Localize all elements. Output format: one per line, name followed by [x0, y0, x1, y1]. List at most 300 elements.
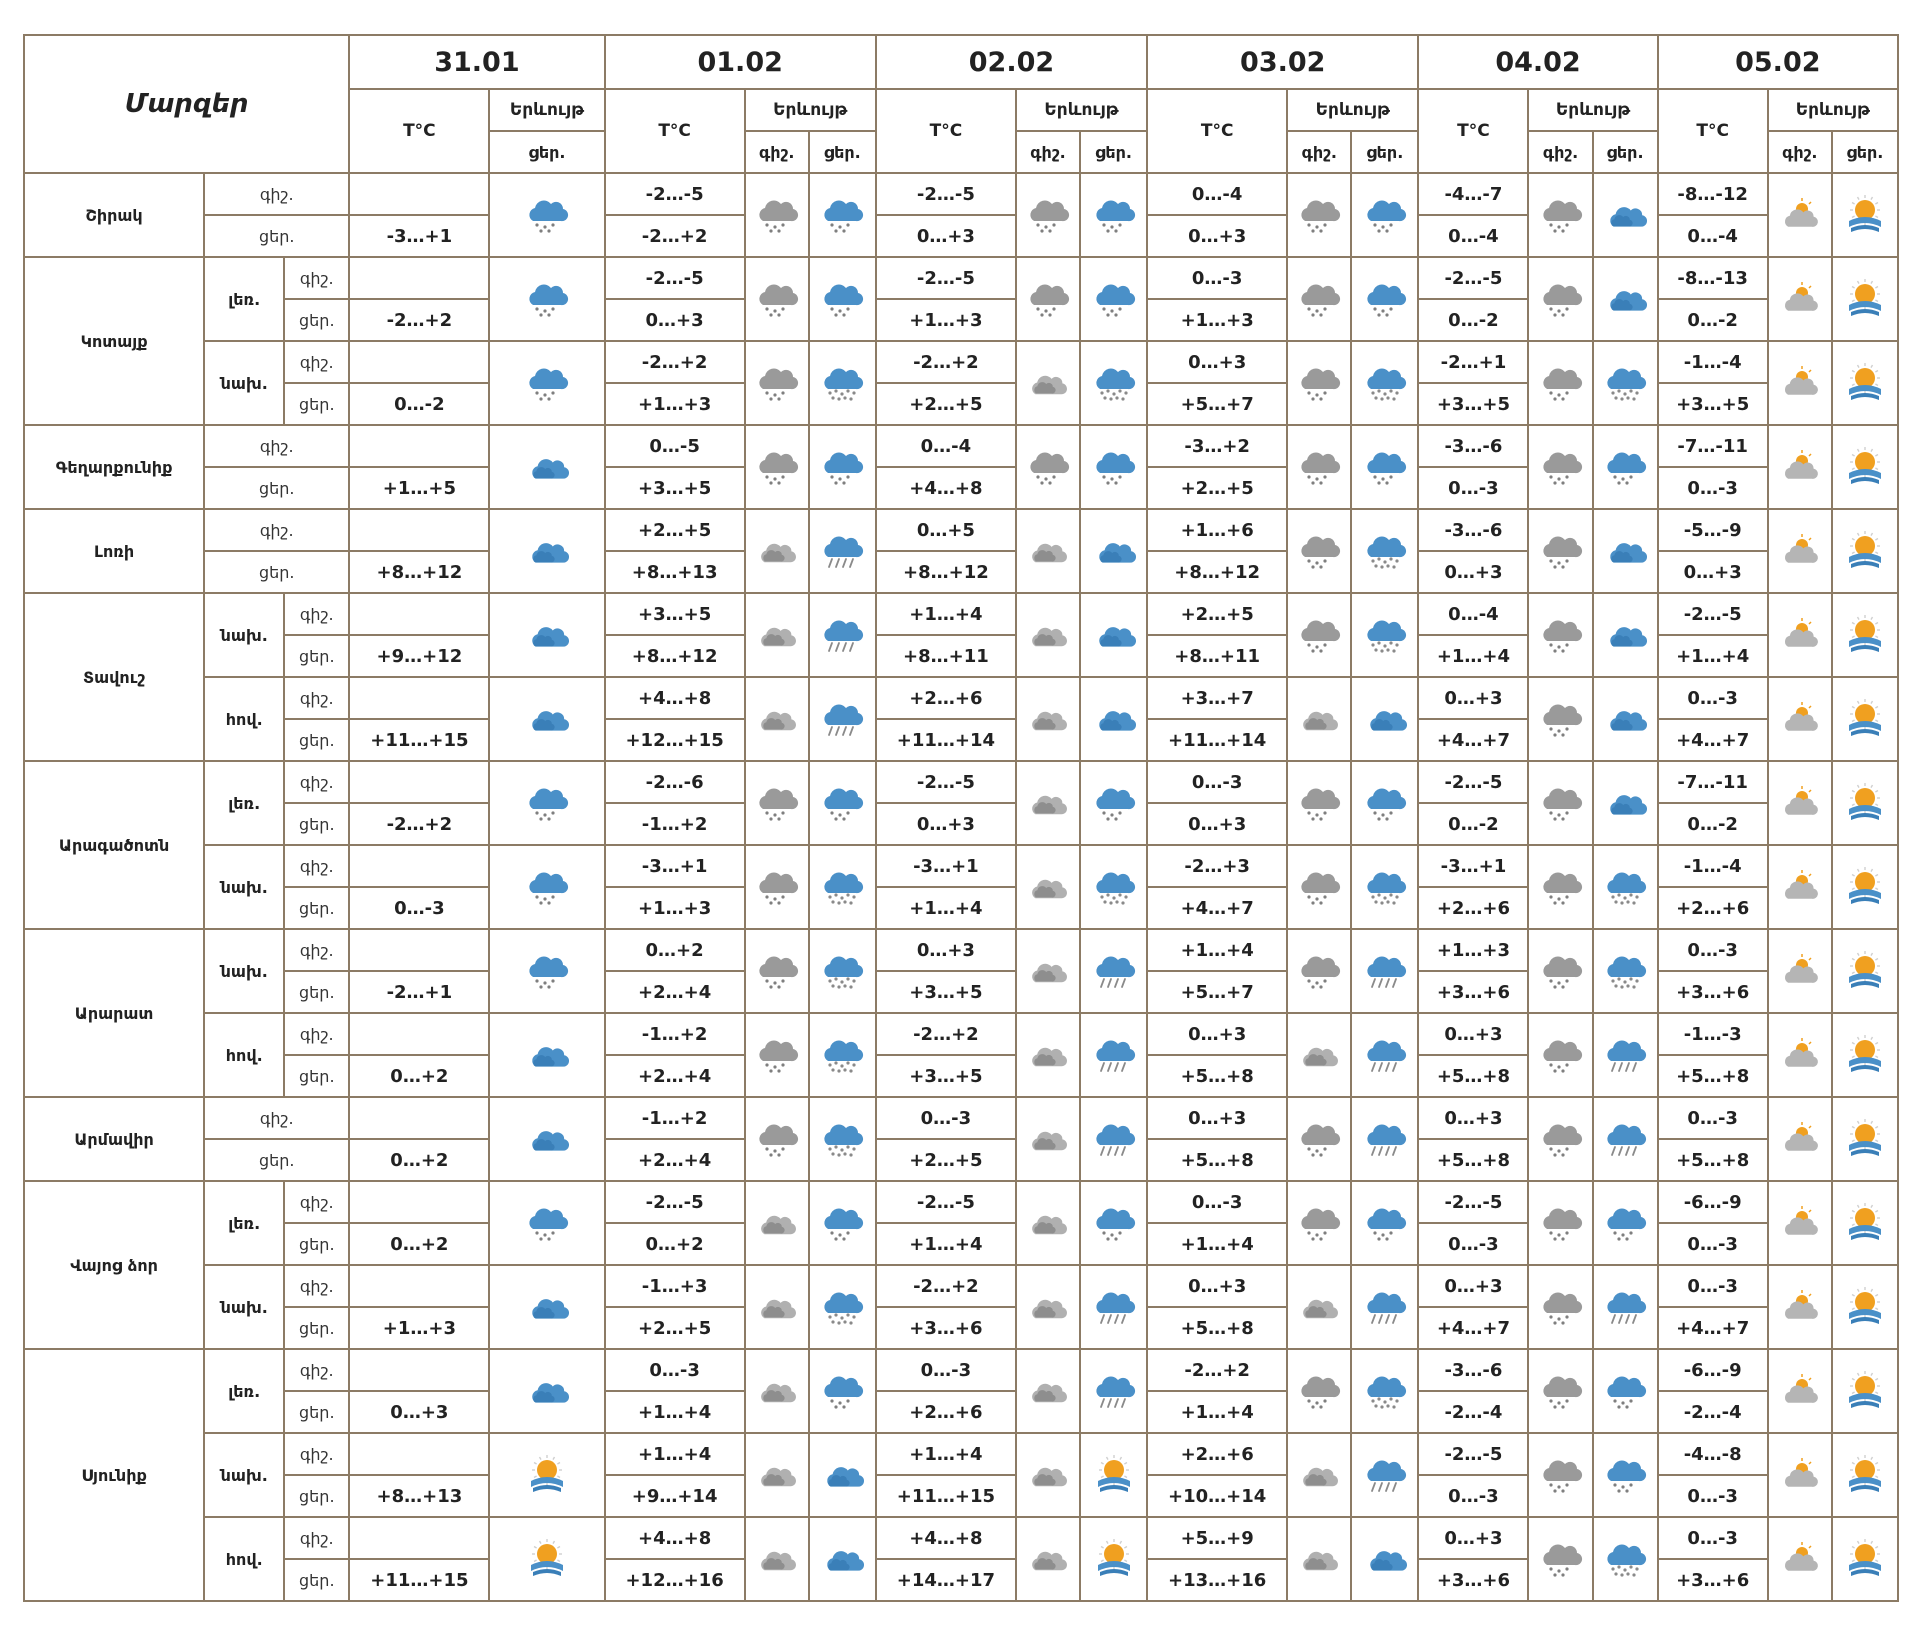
temperature-cell: +8…+12	[1147, 551, 1287, 593]
blue-cloud-rain-icon	[1351, 929, 1418, 1013]
temperature-cell: +12…+16	[605, 1559, 745, 1601]
table-row	[24, 929, 1898, 971]
grey-cloud-light-snow-icon	[1528, 1181, 1592, 1265]
grey-cloud-light-snow-icon	[1528, 677, 1592, 761]
blue-cloud-icon	[1080, 509, 1147, 593]
date-header-3: 02.02	[876, 35, 1147, 89]
sun-behind-cloud-icon	[1080, 1433, 1147, 1517]
temperature-cell: +2…+4	[605, 1139, 745, 1181]
temperature-cell: -3…-6	[1418, 425, 1528, 467]
temperature-cell: -2…-4	[1658, 1391, 1768, 1433]
temperature-cell	[349, 593, 489, 635]
temperature-cell: +14…+17	[876, 1559, 1016, 1601]
temperature-cell: -2…-5	[876, 257, 1016, 299]
blue-cloud-heavy-snow-icon	[1593, 341, 1658, 425]
grey-cloud-light-snow-icon	[1287, 761, 1351, 845]
temperature-cell: +3…+6	[1658, 971, 1768, 1013]
forecast-body	[24, 173, 1898, 1601]
temperature-cell: 0…+3	[1147, 215, 1287, 257]
temperature-cell: +1…+4	[876, 593, 1016, 635]
temperature-cell: 0…-3	[1658, 467, 1768, 509]
grey-cloud-light-snow-icon	[1528, 1013, 1592, 1097]
grey-cloud-icon	[1016, 761, 1080, 845]
temperature-cell: 0…-3	[1147, 257, 1287, 299]
temperature-cell: -3…+2	[1147, 425, 1287, 467]
temperature-cell: +2…+5	[876, 383, 1016, 425]
date-header-1: 31.01	[349, 35, 604, 89]
day-header: ցեր.	[1351, 131, 1418, 173]
temperature-cell: +2…+4	[605, 1055, 745, 1097]
time-of-day: ցեր.	[284, 1055, 349, 1097]
temperature-cell: +1…+3	[349, 1307, 489, 1349]
temperature-cell: +5…+8	[1658, 1139, 1768, 1181]
blue-cloud-light-snow-icon	[489, 761, 604, 845]
table-row	[24, 257, 1898, 299]
blue-cloud-rain-icon	[1080, 1349, 1147, 1433]
grey-cloud-icon	[745, 593, 809, 677]
sun-behind-cloud-icon	[489, 1433, 604, 1517]
blue-cloud-light-snow-icon	[1351, 173, 1418, 257]
blue-cloud-rain-icon	[1351, 1265, 1418, 1349]
blue-cloud-light-snow-icon	[1593, 1433, 1658, 1517]
day-header: ցեր.	[809, 131, 876, 173]
grey-cloud-light-snow-icon	[1287, 341, 1351, 425]
temperature-cell: -1…-3	[1658, 1013, 1768, 1055]
blue-cloud-icon	[489, 509, 604, 593]
temperature-cell: +8…+12	[605, 635, 745, 677]
table-row	[24, 173, 1898, 215]
zone-name: լեռ.	[204, 761, 284, 845]
time-of-day: գիշ.	[284, 1013, 349, 1055]
temperature-cell: +5…+9	[1147, 1517, 1287, 1559]
blue-cloud-light-snow-icon	[1080, 425, 1147, 509]
time-of-day: գիշ.	[284, 257, 349, 299]
blue-cloud-light-snow-icon	[809, 173, 876, 257]
blue-cloud-heavy-snow-icon	[1593, 845, 1658, 929]
temperature-cell: -2…+2	[876, 1265, 1016, 1307]
temperature-cell: 0…-5	[605, 425, 745, 467]
date-header-5: 04.02	[1418, 35, 1657, 89]
temperature-cell: 0…-2	[349, 383, 489, 425]
table-row	[24, 1517, 1898, 1559]
zone-name: հով.	[204, 1013, 284, 1097]
temperature-cell: +4…+8	[876, 1517, 1016, 1559]
grey-cloud-icon	[1287, 1265, 1351, 1349]
temperature-cell: +1…+4	[1418, 635, 1528, 677]
grey-cloud-moon-icon	[1768, 173, 1832, 257]
temperature-cell: -8…-13	[1658, 257, 1768, 299]
table-row	[24, 1013, 1898, 1055]
grey-cloud-icon	[1016, 1349, 1080, 1433]
temperature-cell: -1…+3	[605, 1265, 745, 1307]
temperature-cell: +3…+6	[876, 1307, 1016, 1349]
temperature-cell: 0…-3	[1147, 761, 1287, 803]
sun-behind-cloud-icon	[1832, 1013, 1898, 1097]
temperature-cell: -3…+1	[1418, 845, 1528, 887]
zone-name: հով.	[204, 1517, 284, 1601]
temperature-cell	[349, 929, 489, 971]
blue-cloud-light-snow-icon	[1080, 761, 1147, 845]
time-of-day: ցեր.	[284, 1223, 349, 1265]
zone-name: նախ.	[204, 1433, 284, 1517]
temperature-cell: -2…+2	[349, 299, 489, 341]
temperature-cell: -2…+2	[605, 215, 745, 257]
temperature-cell: -2…+2	[876, 341, 1016, 383]
blue-cloud-icon	[809, 1433, 876, 1517]
temperature-cell: 0…-3	[876, 1097, 1016, 1139]
time-of-day: ցեր.	[284, 1475, 349, 1517]
temperature-cell: 0…+2	[605, 929, 745, 971]
temperature-cell: 0…+2	[605, 1223, 745, 1265]
temperature-cell: 0…-4	[1418, 593, 1528, 635]
temperature-cell: +2…+5	[605, 1307, 745, 1349]
temperature-cell	[349, 1433, 489, 1475]
grey-cloud-light-snow-icon	[1528, 1517, 1592, 1601]
temperature-cell: +5…+8	[1418, 1139, 1528, 1181]
temperature-cell: -2…-5	[1418, 761, 1528, 803]
temperature-cell: 0…+3	[1418, 1013, 1528, 1055]
temp-header: T°C	[1418, 89, 1528, 173]
sun-behind-cloud-icon	[1080, 1517, 1147, 1601]
table-row	[24, 1097, 1898, 1139]
forecast-table	[23, 34, 1899, 1602]
temperature-cell: -2…+2	[349, 803, 489, 845]
phenomenon-header: Երևույթ	[1287, 89, 1418, 131]
region-name: Գեղարքունիք	[24, 425, 204, 509]
temperature-cell: 0…-3	[1418, 1223, 1528, 1265]
grey-cloud-moon-icon	[1768, 1097, 1832, 1181]
grey-cloud-icon	[1016, 1097, 1080, 1181]
blue-cloud-rain-icon	[1593, 1265, 1658, 1349]
temperature-cell: -7…-11	[1658, 425, 1768, 467]
time-of-day: գիշ.	[284, 1181, 349, 1223]
zone-name: նախ.	[204, 1265, 284, 1349]
temperature-cell: -1…+2	[605, 1097, 745, 1139]
blue-cloud-light-snow-icon	[809, 761, 876, 845]
date-header-2: 01.02	[605, 35, 876, 89]
zone-name: լեռ.	[204, 1349, 284, 1433]
grey-cloud-moon-icon	[1768, 257, 1832, 341]
temperature-cell: -2…+2	[605, 341, 745, 383]
time-of-day: գիշ.	[284, 1265, 349, 1307]
blue-cloud-icon	[1080, 677, 1147, 761]
region-name: Արմավիր	[24, 1097, 204, 1181]
temperature-cell: -2…-5	[605, 173, 745, 215]
temperature-cell: +5…+8	[1147, 1139, 1287, 1181]
temperature-cell: -4…-8	[1658, 1433, 1768, 1475]
table-row	[24, 1181, 1898, 1223]
blue-cloud-rain-icon	[1351, 1433, 1418, 1517]
sun-behind-cloud-icon	[1832, 1181, 1898, 1265]
temperature-cell: -7…-11	[1658, 761, 1768, 803]
blue-cloud-light-snow-icon	[1351, 761, 1418, 845]
region-name: Լոռի	[24, 509, 204, 593]
temperature-cell	[349, 677, 489, 719]
time-of-day: գիշ.	[284, 677, 349, 719]
temperature-cell: 0…-3	[1418, 467, 1528, 509]
grey-cloud-light-snow-icon	[1287, 257, 1351, 341]
time-of-day: ցեր.	[284, 719, 349, 761]
sun-behind-cloud-icon	[489, 1517, 604, 1601]
blue-cloud-heavy-snow-icon	[809, 1013, 876, 1097]
region-name: Արագածոտն	[24, 761, 204, 929]
time-of-day: ցեր.	[204, 1139, 349, 1181]
temperature-cell: +9…+12	[349, 635, 489, 677]
grey-cloud-light-snow-icon	[1016, 173, 1080, 257]
zone-name: նախ.	[204, 845, 284, 929]
blue-cloud-icon	[489, 593, 604, 677]
grey-cloud-light-snow-icon	[745, 257, 809, 341]
temperature-cell: -2…-5	[876, 761, 1016, 803]
time-of-day: գիշ.	[284, 761, 349, 803]
temperature-cell: +5…+8	[1658, 1055, 1768, 1097]
sun-behind-cloud-icon	[1832, 761, 1898, 845]
temperature-cell: 0…-3	[1658, 677, 1768, 719]
temperature-cell: 0…-3	[876, 1349, 1016, 1391]
time-of-day: գիշ.	[284, 1433, 349, 1475]
day-header: ցեր.	[489, 131, 604, 173]
blue-cloud-heavy-snow-icon	[809, 1097, 876, 1181]
blue-cloud-icon	[1351, 1517, 1418, 1601]
time-of-day: գիշ.	[284, 1517, 349, 1559]
blue-cloud-light-snow-icon	[809, 425, 876, 509]
temperature-cell	[349, 425, 489, 467]
grey-cloud-icon	[1016, 1013, 1080, 1097]
zone-name: հով.	[204, 677, 284, 761]
temperature-cell: -2…-5	[1418, 1433, 1528, 1475]
temperature-cell: +2…+5	[876, 1139, 1016, 1181]
blue-cloud-light-snow-icon	[489, 257, 604, 341]
temperature-cell: 0…-2	[1658, 299, 1768, 341]
grey-cloud-light-snow-icon	[1528, 425, 1592, 509]
blue-cloud-icon	[1080, 593, 1147, 677]
grey-cloud-icon	[1016, 593, 1080, 677]
temperature-cell: +3…+6	[1658, 1559, 1768, 1601]
grey-cloud-light-snow-icon	[1287, 509, 1351, 593]
blue-cloud-light-snow-icon	[1080, 257, 1147, 341]
temperature-cell	[349, 761, 489, 803]
region-name: Արարատ	[24, 929, 204, 1097]
phenomenon-header: Երևույթ	[1016, 89, 1147, 131]
blue-cloud-icon	[809, 1517, 876, 1601]
blue-cloud-icon	[1593, 677, 1658, 761]
temperature-cell: +5…+8	[1147, 1055, 1287, 1097]
grey-cloud-light-snow-icon	[745, 1013, 809, 1097]
blue-cloud-icon	[1351, 677, 1418, 761]
grey-cloud-light-snow-icon	[1528, 173, 1592, 257]
time-of-day: գիշ.	[284, 1349, 349, 1391]
temperature-cell: 0…+3	[876, 929, 1016, 971]
temperature-cell: -2…-5	[1418, 257, 1528, 299]
temperature-cell: -2…-5	[876, 173, 1016, 215]
temperature-cell: +2…+5	[1147, 593, 1287, 635]
blue-cloud-heavy-snow-icon	[809, 929, 876, 1013]
grey-cloud-moon-icon	[1768, 929, 1832, 1013]
temperature-cell: +11…+15	[349, 719, 489, 761]
temperature-cell: 0…+3	[1658, 551, 1768, 593]
grey-cloud-icon	[1016, 929, 1080, 1013]
temperature-cell: +2…+6	[1147, 1433, 1287, 1475]
day-header: ցեր.	[1080, 131, 1147, 173]
time-of-day: գիշ.	[204, 1097, 349, 1139]
temperature-cell: +1…+4	[605, 1433, 745, 1475]
time-of-day: գիշ.	[284, 845, 349, 887]
temperature-cell: -2…-5	[605, 257, 745, 299]
temperature-cell: +2…+5	[1147, 467, 1287, 509]
temperature-cell	[349, 1517, 489, 1559]
temperature-cell: +8…+11	[1147, 635, 1287, 677]
temperature-cell: +9…+14	[605, 1475, 745, 1517]
temperature-cell: +11…+15	[876, 1475, 1016, 1517]
temperature-cell: -2…+2	[876, 1013, 1016, 1055]
table-row	[24, 509, 1898, 551]
sun-behind-cloud-icon	[1832, 1349, 1898, 1433]
grey-cloud-light-snow-icon	[1528, 1265, 1592, 1349]
blue-cloud-light-snow-icon	[809, 1349, 876, 1433]
night-header: գիշ.	[1016, 131, 1080, 173]
temperature-cell: +11…+15	[349, 1559, 489, 1601]
sun-behind-cloud-icon	[1832, 425, 1898, 509]
time-of-day: գիշ.	[204, 509, 349, 551]
grey-cloud-icon	[745, 509, 809, 593]
sun-behind-cloud-icon	[1832, 929, 1898, 1013]
grey-cloud-light-snow-icon	[745, 845, 809, 929]
region-name: Կոտայք	[24, 257, 204, 425]
day-header: ցեր.	[1832, 131, 1898, 173]
blue-cloud-heavy-snow-icon	[1080, 845, 1147, 929]
temperature-cell: +1…+4	[605, 1391, 745, 1433]
temperature-cell: -4…-7	[1418, 173, 1528, 215]
temperature-cell: -2…-5	[1658, 593, 1768, 635]
temperature-cell: +4…+7	[1418, 719, 1528, 761]
time-of-day: ցեր.	[204, 551, 349, 593]
temperature-cell: +4…+8	[605, 1517, 745, 1559]
grey-cloud-icon	[1016, 677, 1080, 761]
temperature-cell: -2…+3	[1147, 845, 1287, 887]
blue-cloud-rain-icon	[1080, 1013, 1147, 1097]
temperature-cell: 0…-4	[1418, 215, 1528, 257]
temperature-cell: 0…+3	[605, 299, 745, 341]
grey-cloud-icon	[1287, 1433, 1351, 1517]
temperature-cell: 0…+5	[876, 509, 1016, 551]
blue-cloud-rain-icon	[1080, 1097, 1147, 1181]
region-name: Վայոց ձոր	[24, 1181, 204, 1349]
table-row	[24, 845, 1898, 887]
region-name: Սյունիք	[24, 1349, 204, 1601]
temperature-cell	[349, 173, 489, 215]
time-of-day: ցեր.	[284, 635, 349, 677]
temperature-cell: +4…+7	[1147, 887, 1287, 929]
grey-cloud-light-snow-icon	[1287, 173, 1351, 257]
temperature-cell	[349, 341, 489, 383]
temperature-cell: +1…+5	[349, 467, 489, 509]
temperature-cell: -2…-6	[605, 761, 745, 803]
table-row	[24, 1349, 1898, 1391]
temperature-cell: +2…+6	[1658, 887, 1768, 929]
grey-cloud-icon	[1016, 1433, 1080, 1517]
temperature-cell: +3…+5	[605, 467, 745, 509]
temperature-cell	[349, 509, 489, 551]
temperature-cell: -2…-5	[605, 1181, 745, 1223]
blue-cloud-light-snow-icon	[809, 257, 876, 341]
blue-cloud-light-snow-icon	[1080, 1181, 1147, 1265]
blue-cloud-heavy-snow-icon	[809, 341, 876, 425]
grey-cloud-icon	[745, 1265, 809, 1349]
temperature-cell: -3…+1	[605, 845, 745, 887]
temperature-cell: +1…+4	[1147, 1391, 1287, 1433]
temperature-cell: +2…+6	[1418, 887, 1528, 929]
grey-cloud-light-snow-icon	[1287, 593, 1351, 677]
blue-cloud-rain-icon	[1351, 1013, 1418, 1097]
temperature-cell: 0…+3	[1418, 551, 1528, 593]
temperature-cell: 0…-2	[1418, 299, 1528, 341]
temperature-cell: 0…+3	[1418, 1265, 1528, 1307]
temperature-cell: +1…+3	[876, 299, 1016, 341]
sun-behind-cloud-icon	[1832, 173, 1898, 257]
time-of-day: ցեր.	[284, 971, 349, 1013]
table-row	[24, 425, 1898, 467]
grey-cloud-icon	[1016, 1517, 1080, 1601]
grey-cloud-light-snow-icon	[1287, 929, 1351, 1013]
temperature-cell: +3…+7	[1147, 677, 1287, 719]
grey-cloud-moon-icon	[1768, 1349, 1832, 1433]
temp-header: T°C	[349, 89, 489, 173]
temperature-cell: 0…+3	[1147, 1097, 1287, 1139]
temperature-cell: +5…+7	[1147, 971, 1287, 1013]
blue-cloud-rain-icon	[1080, 1265, 1147, 1349]
time-of-day: գիշ.	[204, 425, 349, 467]
phenomenon-header: Երևույթ	[1768, 89, 1898, 131]
grey-cloud-light-snow-icon	[745, 425, 809, 509]
blue-cloud-light-snow-icon	[1351, 1181, 1418, 1265]
temperature-cell: +4…+7	[1658, 1307, 1768, 1349]
temperature-cell: -3…+1	[349, 215, 489, 257]
grey-cloud-light-snow-icon	[1287, 845, 1351, 929]
grey-cloud-icon	[745, 1517, 809, 1601]
time-of-day: գիշ.	[284, 929, 349, 971]
temperature-cell: 0…-4	[876, 425, 1016, 467]
temperature-cell: 0…-3	[1147, 1181, 1287, 1223]
temperature-cell: 0…-3	[605, 1349, 745, 1391]
time-of-day: ցեր.	[284, 299, 349, 341]
time-of-day: գիշ.	[204, 173, 349, 215]
temperature-cell: 0…+2	[349, 1223, 489, 1265]
sun-behind-cloud-icon	[1832, 1517, 1898, 1601]
temperature-cell: 0…-2	[1658, 803, 1768, 845]
temperature-cell: 0…-2	[1418, 803, 1528, 845]
grey-cloud-moon-icon	[1768, 761, 1832, 845]
blue-cloud-rain-icon	[1593, 1013, 1658, 1097]
grey-cloud-light-snow-icon	[1287, 1097, 1351, 1181]
grey-cloud-moon-icon	[1768, 845, 1832, 929]
sun-behind-cloud-icon	[1832, 1265, 1898, 1349]
sun-behind-cloud-icon	[1832, 1097, 1898, 1181]
temperature-cell: +2…+6	[876, 677, 1016, 719]
grey-cloud-light-snow-icon	[1287, 1349, 1351, 1433]
temp-header: T°C	[876, 89, 1016, 173]
grey-cloud-moon-icon	[1768, 341, 1832, 425]
blue-cloud-light-snow-icon	[809, 1181, 876, 1265]
time-of-day: ցեր.	[284, 887, 349, 929]
blue-cloud-light-snow-icon	[1593, 425, 1658, 509]
blue-cloud-heavy-snow-icon	[1351, 509, 1418, 593]
blue-cloud-heavy-snow-icon	[1351, 341, 1418, 425]
temperature-cell: +2…+4	[605, 971, 745, 1013]
grey-cloud-moon-icon	[1768, 1013, 1832, 1097]
temperature-cell: +10…+14	[1147, 1475, 1287, 1517]
regions-header: Մարզեր	[24, 35, 349, 173]
temp-header: T°C	[1147, 89, 1287, 173]
